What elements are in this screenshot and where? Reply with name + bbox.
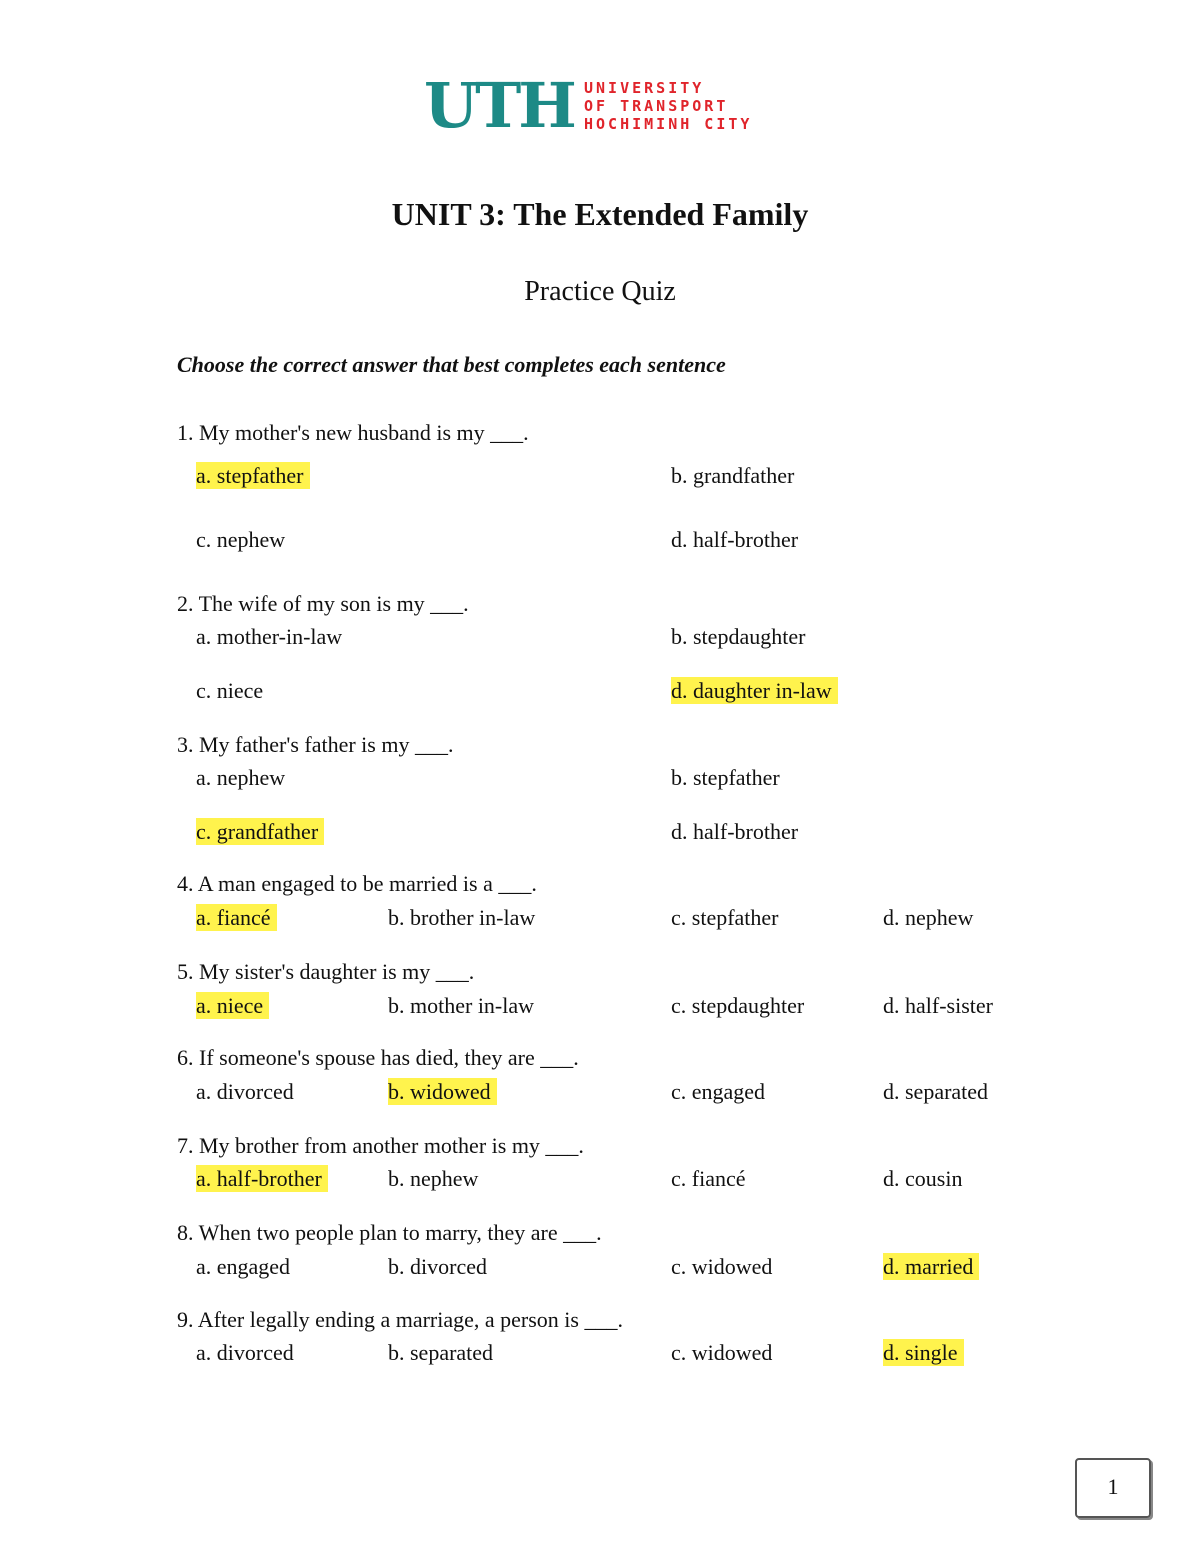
q8-option-a: a. engaged	[196, 1254, 291, 1279]
q1-option-a	[196, 463, 310, 489]
question-6: 6. If someone's spouse has died, they are ___.	[177, 1045, 579, 1070]
q3-option-d: d. half-brother	[671, 819, 799, 844]
instruction: Choose the correct answer that best completes each sentence	[177, 352, 726, 377]
q9-option-b: b. separated	[388, 1340, 494, 1365]
question-4: 4. A man engaged to be married is a ___.	[177, 871, 537, 896]
page-subtitle: Practice Quiz	[524, 276, 676, 307]
q5-option-b: b. mother in-law	[388, 993, 535, 1018]
logo-mark: UTH	[424, 69, 574, 142]
q6-option-d: d. separated	[883, 1079, 989, 1104]
q6-option-b	[388, 1079, 497, 1105]
q4-option-d: d. nephew	[883, 905, 974, 930]
q9-option-c: c. widowed	[671, 1340, 773, 1365]
answer-highlight: d. married	[883, 1253, 979, 1280]
q6-option-a: a. divorced	[196, 1079, 294, 1104]
question-3: 3. My father's father is my ___.	[177, 732, 454, 757]
page-number-box	[1075, 1458, 1151, 1518]
q8-option-d	[883, 1254, 979, 1280]
page-number: 1	[1107, 1474, 1119, 1499]
q8-option-c: c. widowed	[671, 1254, 773, 1279]
q4-option-b: b. brother in-law	[388, 905, 536, 930]
answer-highlight: d. daughter in-law	[671, 677, 838, 704]
q2-option-c: c. niece	[196, 678, 264, 703]
q9-option-a: a. divorced	[196, 1340, 294, 1365]
answer-highlight: d. single	[883, 1339, 964, 1366]
page-title: UNIT 3: The Extended Family	[391, 196, 809, 232]
question-2: 2. The wife of my son is my ___.	[177, 591, 469, 616]
answer-highlight: a. stepfather	[196, 462, 310, 489]
q3-option-c	[196, 819, 324, 845]
answer-highlight: a. fiancé	[196, 904, 277, 931]
q8-option-b: b. divorced	[388, 1254, 487, 1279]
question-7: 7. My brother from another mother is my ___.	[177, 1133, 584, 1158]
q1-option-d: d. half-brother	[671, 527, 799, 552]
q5-option-c: c. stepdaughter	[671, 993, 805, 1018]
q7-option-b: b. nephew	[388, 1166, 479, 1191]
university-logo	[424, 69, 784, 142]
question-5: 5. My sister's daughter is my ___.	[177, 959, 475, 984]
answer-highlight: b. widowed	[388, 1078, 497, 1105]
logo-line-1: UNIVERSITY	[584, 79, 705, 97]
q3-option-a: a. nephew	[196, 765, 286, 790]
question-8: 8. When two people plan to marry, they are ___.	[177, 1220, 602, 1245]
q5-option-a	[196, 993, 269, 1019]
logo-line-3: HOCHIMINH CITY	[584, 115, 753, 133]
q7-option-c: c. fiancé	[671, 1166, 746, 1191]
q4-option-a	[196, 905, 277, 931]
q1-option-c: c. nephew	[196, 527, 286, 552]
answer-highlight: a. niece	[196, 992, 269, 1019]
q2-option-a: a. mother-in-law	[196, 624, 343, 649]
logo-line-2: OF TRANSPORT	[584, 97, 729, 115]
question-9: 9. After legally ending a marriage, a person is ___.	[177, 1307, 623, 1332]
q3-option-b: b. stepfather	[671, 765, 780, 790]
q5-option-d: d. half-sister	[883, 993, 993, 1018]
answer-highlight: c. grandfather	[196, 818, 324, 845]
q7-option-d: d. cousin	[883, 1166, 963, 1191]
q2-option-b: b. stepdaughter	[671, 624, 806, 649]
q4-option-c: c. stepfather	[671, 905, 779, 930]
q1-option-b: b. grandfather	[671, 463, 795, 488]
q2-option-d	[671, 678, 838, 704]
q9-option-d	[883, 1340, 964, 1366]
question-1: 1. My mother's new husband is my ___.	[177, 420, 529, 445]
q6-option-c: c. engaged	[671, 1079, 766, 1104]
answer-highlight: a. half-brother	[196, 1165, 328, 1192]
q7-option-a	[196, 1166, 328, 1192]
